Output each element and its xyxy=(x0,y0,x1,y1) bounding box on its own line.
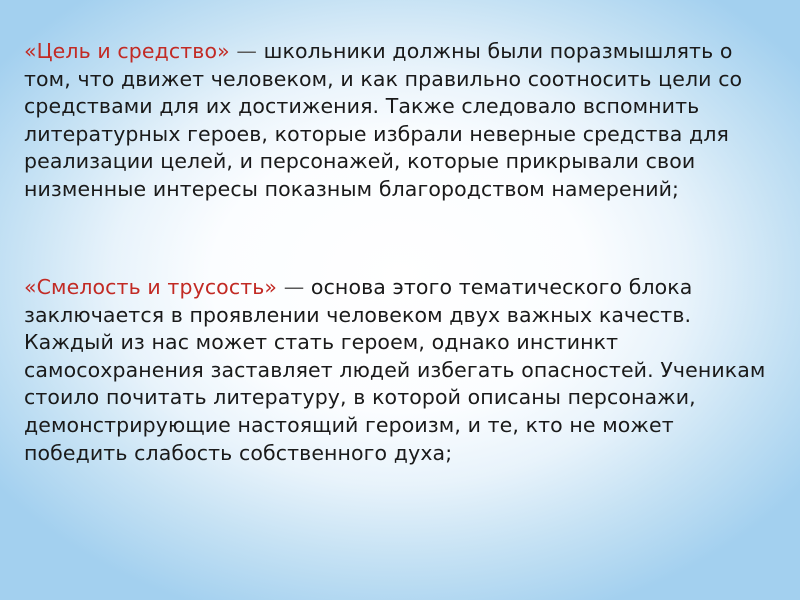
paragraph-body: школьники должны были поразмышлять о том, что движет человеком, и как правильно соотносить цели со средствами для их достижения. Также следовало вспомнить литературных героев, которые избрали неверные средства для реализации целей, и персонажей, которые прикрывали свои низменные интересы показным благородством намерений; xyxy=(24,39,743,201)
paragraph-goal-and-means xyxy=(24,38,776,204)
paragraph-body: основа этого тематического блока заключается в проявлении человеком двух важных качеств. Каждый из нас может стать героем, однако инстинкт самосохранения заставляет людей избегать опасностей. Ученикам стоило почитать литературу, в которой описаны персонажи, демонстрирующие настоящий героизм, и те, кто не может победить слабость собственного духа; xyxy=(24,275,766,465)
term-goal-and-means: «Цель и средство» xyxy=(24,39,230,63)
dash: — xyxy=(277,275,311,299)
term-courage-and-cowardice: «Смелость и трусость» xyxy=(24,275,278,299)
dash: — xyxy=(229,39,264,63)
paragraph-courage-and-cowardice xyxy=(24,274,776,467)
